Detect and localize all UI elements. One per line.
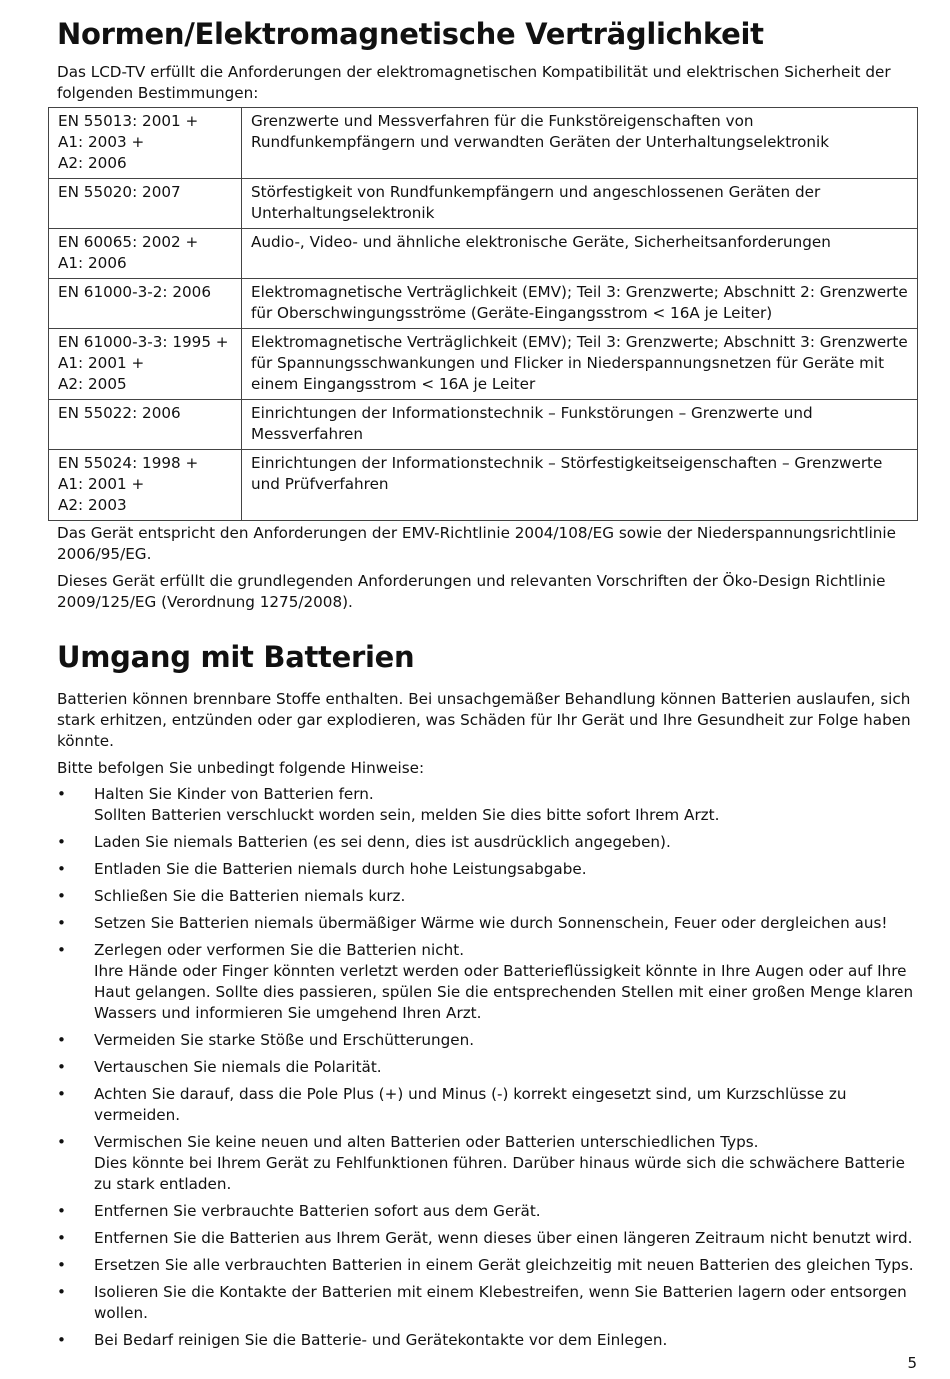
- list-item: [57, 1255, 921, 1276]
- list-item: [57, 1201, 921, 1222]
- list-item: [57, 1330, 921, 1351]
- bullet-icon: •: [57, 1256, 66, 1274]
- standard-description: Einrichtungen der Informationstechnik – Störfestigkeitseigenschaften – Grenzwerte und Prüfverfahren: [242, 450, 918, 521]
- list-item-text: Laden Sie niemals Batterien (es sei denn, dies ist ausdrücklich angegeben).: [94, 833, 671, 851]
- table-row: [49, 450, 918, 521]
- list-item-text: Entladen Sie die Batterien niemals durch hohe Leistungsabgabe.: [94, 860, 587, 878]
- page-number: 5: [907, 1354, 917, 1372]
- standard-code: EN 55022: 2006: [49, 400, 242, 450]
- list-item: [57, 784, 921, 826]
- section-title-batteries: Umgang mit Batterien: [57, 640, 415, 674]
- list-item: [57, 1132, 921, 1195]
- list-item: [57, 886, 921, 907]
- list-item-text: Bei Bedarf reinigen Sie die Batterie- und Gerätekontakte vor dem Einlegen.: [94, 1331, 668, 1349]
- list-item-text: Achten Sie darauf, dass die Pole Plus (+) und Minus (-) korrekt eingesetzt sind, um Kurzschlüsse zu vermeiden.: [94, 1085, 847, 1124]
- list-item-text: Isolieren Sie die Kontakte der Batterien mit einem Klebestreifen, wenn Sie Batterien lagern oder entsorgen wollen.: [94, 1283, 907, 1322]
- list-item: [57, 832, 921, 853]
- bullet-icon: •: [57, 941, 66, 959]
- bullet-icon: •: [57, 1331, 66, 1349]
- batteries-follow-instructions: Bitte befolgen Sie unbedingt folgende Hinweise:: [57, 759, 425, 777]
- list-item: [57, 1282, 921, 1324]
- bullet-icon: •: [57, 1058, 66, 1076]
- emv-directive-note: Das Gerät entspricht den Anforderungen der EMV-Richtlinie 2004/108/EG sowie der Niederspannungsrichtlinie 2006/95/EG.: [57, 524, 896, 563]
- bullet-icon: •: [57, 1283, 66, 1301]
- standard-description: Einrichtungen der Informationstechnik – Funkstörungen – Grenzwerte und Messverfahren: [242, 400, 918, 450]
- list-item: [57, 913, 921, 934]
- standard-description: Elektromagnetische Verträglichkeit (EMV); Teil 3: Grenzwerte; Abschnitt 2: Grenzwerte für Oberschwingungsströme (Geräte-Eingangsstrom < 16A je Leiter): [242, 279, 918, 329]
- standard-description: Störfestigkeit von Rundfunkempfängern und angeschlossenen Geräten der Unterhaltungselektronik: [242, 179, 918, 229]
- standard-description: Audio-, Video- und ähnliche elektronische Geräte, Sicherheitsanforderungen: [242, 229, 918, 279]
- standard-code: EN 55013: 2001 + A1: 2003 + A2: 2006: [49, 108, 242, 179]
- standard-code: EN 55024: 1998 + A1: 2001 + A2: 2003: [49, 450, 242, 521]
- bullet-icon: •: [57, 1031, 66, 1049]
- standards-intro: Das LCD-TV erfüllt die Anforderungen der elektromagnetischen Kompatibilität und elektrischen Sicherheit der folgenden Bestimmungen:: [57, 63, 891, 102]
- table-row: [49, 279, 918, 329]
- list-item-text: Halten Sie Kinder von Batterien fern. Sollten Batterien verschluckt worden sein, melden Sie dies bitte sofort Ihrem Arzt.: [94, 785, 720, 824]
- standard-description: Grenzwerte und Messverfahren für die Funkstöreigenschaften von Rundfunkempfängern und verwandten Geräten der Unterhaltungselektronik: [242, 108, 918, 179]
- bullet-icon: •: [57, 860, 66, 878]
- bullet-icon: •: [57, 833, 66, 851]
- eco-design-note: Dieses Gerät erfüllt die grundlegenden Anforderungen und relevanten Vorschriften der Öko-Design Richtlinie 2009/125/EG (Verordnung 1275/2008).: [57, 572, 886, 611]
- list-item-text: Setzen Sie Batterien niemals übermäßiger Wärme wie durch Sonnenschein, Feuer oder dergleichen aus!: [94, 914, 888, 932]
- list-item: [57, 859, 921, 880]
- table-row: [49, 179, 918, 229]
- list-item-text: Entfernen Sie die Batterien aus Ihrem Gerät, wenn dieses über einen längeren Zeitraum nicht benutzt wird.: [94, 1229, 913, 1247]
- bullet-icon: •: [57, 914, 66, 932]
- battery-safety-list: [57, 784, 921, 1351]
- list-item-text: Ersetzen Sie alle verbrauchten Batterien in einem Gerät gleichzeitig mit neuen Batterien des gleichen Typs.: [94, 1256, 914, 1274]
- standard-code: EN 61000-3-3: 1995 + A1: 2001 + A2: 2005: [49, 329, 242, 400]
- list-item: [57, 1057, 921, 1078]
- standards-table: [48, 107, 918, 521]
- batteries-intro: Batterien können brennbare Stoffe enthalten. Bei unsachgemäßer Behandlung können Batterien auslaufen, sich stark erhitzen, entzünden oder gar explodieren, was Schäden für Ihr Gerät und Ihre Gesundheit zur Folge haben könnte.: [57, 690, 911, 750]
- bullet-icon: •: [57, 1085, 66, 1103]
- list-item-text: Vermeiden Sie starke Stöße und Erschütterungen.: [94, 1031, 475, 1049]
- bullet-icon: •: [57, 1202, 66, 1220]
- table-row: [49, 329, 918, 400]
- bullet-icon: •: [57, 1229, 66, 1247]
- list-item-text: Vermischen Sie keine neuen und alten Batterien oder Batterien unterschiedlichen Typs. Dies könnte bei Ihrem Gerät zu Fehlfunktionen führen. Darüber hinaus würde sich die schwächere Batterie zu stark entladen.: [94, 1133, 905, 1193]
- list-item: [57, 940, 921, 1024]
- standard-code: EN 55020: 2007: [49, 179, 242, 229]
- list-item-text: Schließen Sie die Batterien niemals kurz.: [94, 887, 406, 905]
- table-row: [49, 108, 918, 179]
- section-title-emv: Normen/Elektromagnetische Verträglichkeit: [57, 17, 764, 51]
- standard-code: EN 61000-3-2: 2006: [49, 279, 242, 329]
- standard-description: Elektromagnetische Verträglichkeit (EMV); Teil 3: Grenzwerte; Abschnitt 3: Grenzwerte für Spannungsschwankungen und Flicker in Niederspannungsnetzen für Geräte mit einem Eingangsstrom < 16A je Leiter: [242, 329, 918, 400]
- bullet-icon: •: [57, 887, 66, 905]
- document-page: [57, 14, 921, 1357]
- list-item-text: Vertauschen Sie niemals die Polarität.: [94, 1058, 382, 1076]
- bullet-icon: •: [57, 1133, 66, 1151]
- list-item-text: Entfernen Sie verbrauchte Batterien sofort aus dem Gerät.: [94, 1202, 541, 1220]
- list-item: [57, 1228, 921, 1249]
- table-row: [49, 229, 918, 279]
- standards-table-body: [49, 108, 918, 521]
- table-row: [49, 400, 918, 450]
- list-item-text: Zerlegen oder verformen Sie die Batterien nicht. Ihre Hände oder Finger könnten verletzt werden oder Batterieflüssigkeit könnte in Ihre Augen oder auf Ihre Haut gelangen. Sollte dies passieren, spülen Sie die entsprechenden Stellen mit einer großen Menge klaren Wassers und informieren Sie umgehend Ihren Arzt.: [94, 941, 914, 1022]
- bullet-icon: •: [57, 785, 66, 803]
- standard-code: EN 60065: 2002 + A1: 2006: [49, 229, 242, 279]
- list-item: [57, 1030, 921, 1051]
- list-item: [57, 1084, 921, 1126]
